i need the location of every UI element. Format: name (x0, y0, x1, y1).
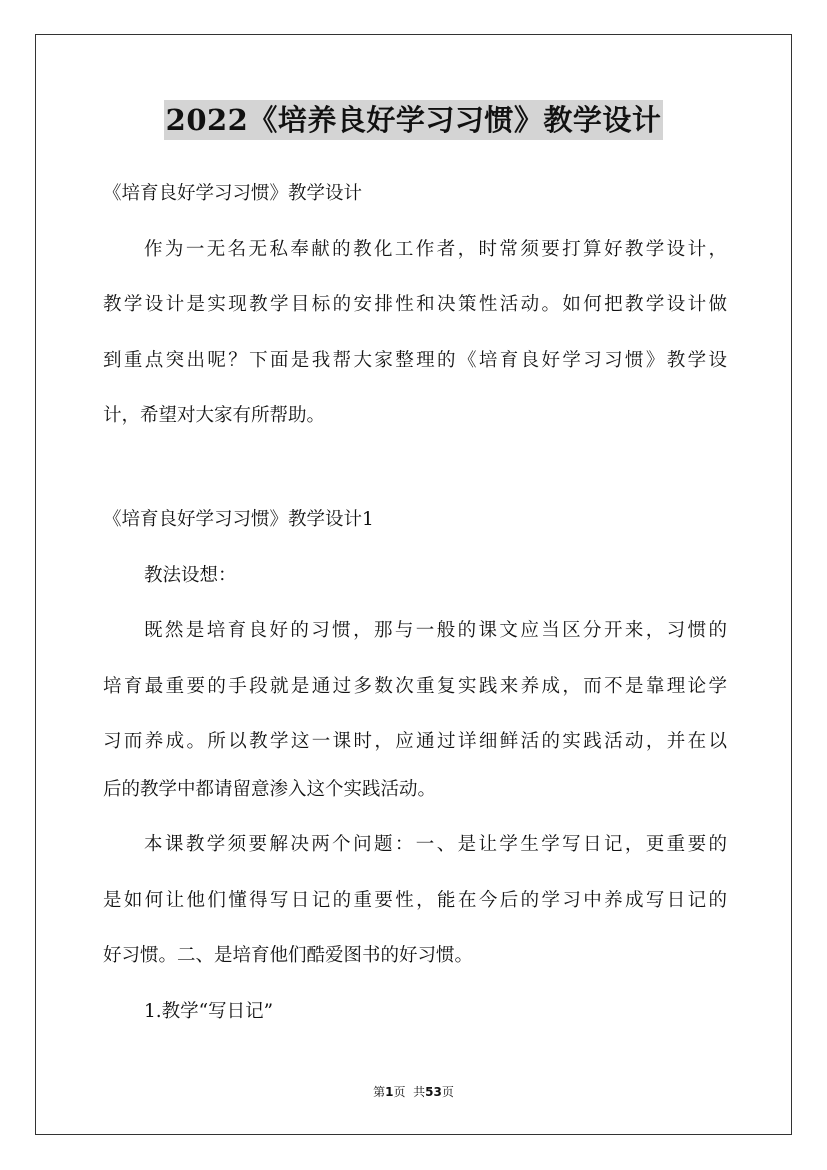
paragraph-line: 好习惯。二、是培育他们酷爱图书的好习惯。 (103, 945, 474, 966)
paragraph-line: 教法设想： (144, 565, 237, 586)
list-item-heading: 1.教学“写日记” (144, 1001, 274, 1022)
footer-page-number: 1 (385, 1085, 394, 1099)
section-heading: 《培育良好学习习惯》教学设计1 (103, 509, 374, 530)
paragraph-line: 培育最重要的手段就是通过多数次重复实践来养成，而不是靠理论学 (103, 676, 727, 697)
subtitle-line: 《培育良好学习习惯》教学设计 (103, 183, 363, 204)
document-title: 2022《培养良好学习习惯》教学设计 (164, 100, 664, 140)
title-container (0, 100, 827, 140)
paragraph-line: 习而养成。所以教学这一课时，应通过详细鲜活的实践活动，并在以 (103, 731, 727, 752)
paragraph-line: 本课教学须要解决两个问题：一、是让学生学写日记，更重要的 (144, 834, 727, 855)
page-footer (0, 1084, 827, 1100)
paragraph-line: 教学设计是实现教学目标的安排性和决策性活动。如何把教学设计做 (103, 294, 727, 315)
paragraph-line: 作为一无名无私奉献的教化工作者，时常须要打算好教学设计， (144, 239, 727, 260)
footer-page-prefix: 第 (373, 1085, 386, 1099)
footer-page-mid: 页 共 (393, 1085, 426, 1099)
paragraph-line: 计，希望对大家有所帮助。 (103, 405, 326, 426)
paragraph-line: 是如何让他们懂得写日记的重要性，能在今后的学习中养成写日记的 (103, 890, 727, 911)
paragraph-line: 后的教学中都请留意渗入这个实践活动。 (103, 779, 437, 800)
footer-page-suffix: 页 (441, 1085, 454, 1099)
footer-page-total: 53 (425, 1085, 442, 1099)
paragraph-line: 到重点突出呢？下面是我帮大家整理的《培育良好学习习惯》教学设 (103, 350, 727, 371)
paragraph-line: 既然是培育良好的习惯，那与一般的课文应当区分开来，习惯的 (144, 620, 727, 641)
